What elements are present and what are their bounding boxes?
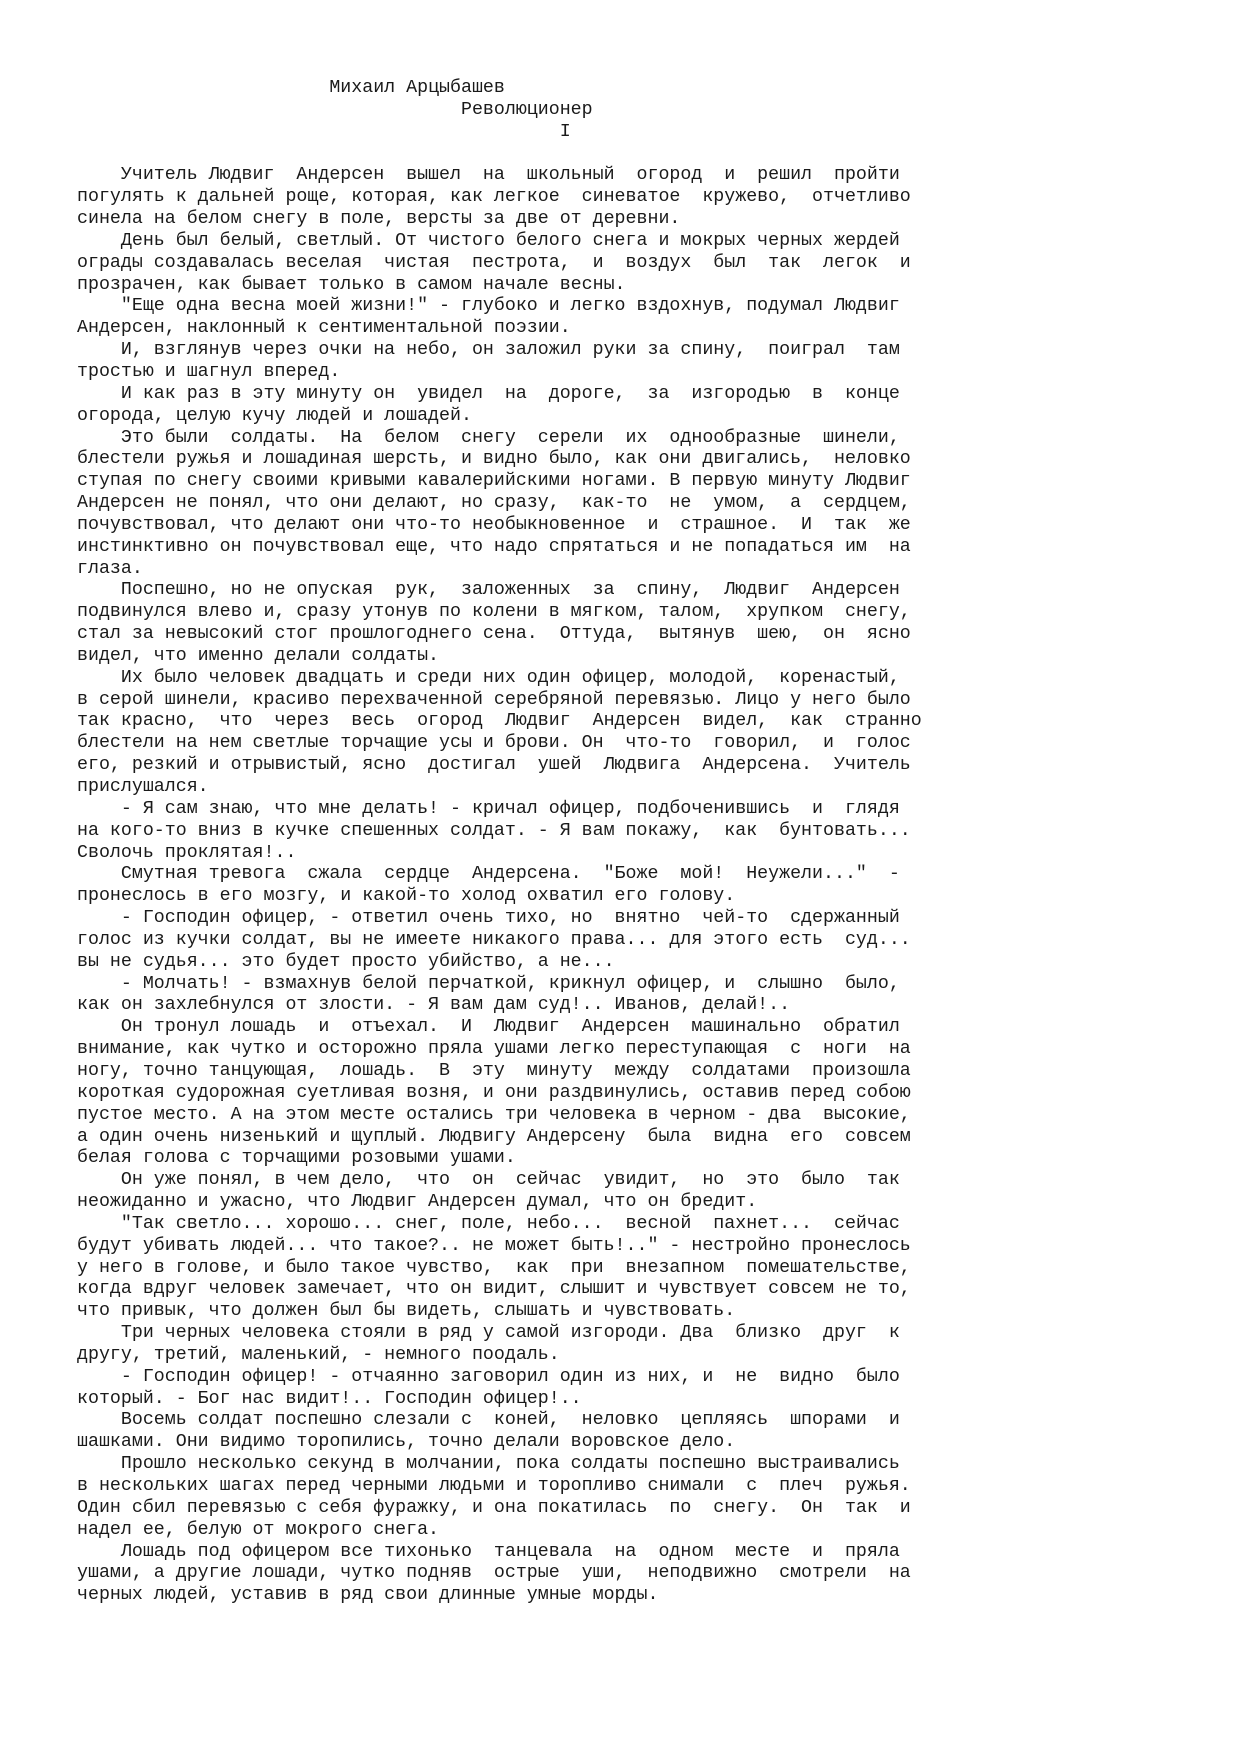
text-line: блестели ружья и лошадиная шерсть, и видно было, как они двигались, неловко — [77, 449, 911, 470]
text-line: пустое место. А на этом месте остались три человека в черном - два высокие, — [77, 1104, 911, 1125]
text-line: почувствовал, что делают они что-то необыкновенное и страшное. И так же — [77, 514, 911, 535]
author-name: Михаил Арцыбашев — [329, 78, 505, 98]
text-line: его, резкий и отрывистый, ясно достигал ушей Людвига Андерсена. Учитель — [77, 755, 911, 776]
document-title: Революционер — [460, 99, 593, 120]
text-line: Сволочь проклятая!.. — [77, 842, 297, 863]
text-line: подвинулся влево и, сразу утонув по колени в мягком, талом, хрупком снегу, — [77, 602, 911, 623]
text-line: на кого-то вниз в кучке спешенных солдат. - Я вам покажу, как бунтовать... — [77, 820, 911, 841]
text-line: шашками. Они видимо торопились, точно делали воровское дело. — [77, 1432, 736, 1453]
text-line: видел, что именно делали солдаты. — [77, 645, 440, 666]
text-line: Он уже понял, в чем дело, что он сейчас увидит, но это было так — [77, 1170, 900, 1191]
text-line: прозрачен, как бывает только в самом начале весны. — [77, 274, 626, 295]
text-line: Восемь солдат поспешно слезали с коней, неловко цепляясь шпорами и — [77, 1410, 900, 1431]
blank-line — [77, 144, 922, 166]
text-line: Три черных человека стояли в ряд у самой изгороди. Два близко друг к — [77, 1323, 900, 1344]
text-line: как он захлебнулся от злости. - Я вам дам суд!.. Иванов, делай!.. — [77, 995, 791, 1016]
text-line: - Я сам знаю, что мне делать! - кричал офицер, подбоченившись и глядя — [77, 798, 900, 819]
text-line: что привык, что должен был бы видеть, слышать и чувствовать. — [77, 1301, 736, 1322]
body-text — [77, 165, 922, 1607]
text-line: другу, третий, маленький, - немного поодаль. — [77, 1344, 560, 1365]
text-line: - Господин офицер! - отчаянно заговорил один из них, и не видно было — [77, 1366, 900, 1387]
text-line: Лошадь под офицером все тихонько танцевала на одном месте и пряла — [77, 1541, 900, 1562]
text-line: так красно, что через весь огород Людвиг Андерсен видел, как странно — [77, 711, 922, 732]
text-line: Их было человек двадцать и среди них один офицер, молодой, коренастый, — [77, 667, 900, 688]
text-line: короткая судорожная суетливая возня, и они раздвинулись, оставив перед собою — [77, 1082, 911, 1103]
text-line: тростью и шагнул вперед. — [77, 361, 341, 382]
text-line: Андерсен не понял, что они делают, но сразу, как-то не умом, а сердцем, — [77, 493, 911, 514]
text-line: стал за невысокий стог прошлогоднего сена. Оттуда, вытянув шею, он ясно — [77, 624, 911, 645]
text-line: в нескольких шагах перед черными людьми и торопливо снимали с плеч ружья. — [77, 1476, 911, 1496]
text-line: Учитель Людвиг Андерсен вышел на школьный огород и решил пройти — [77, 165, 900, 186]
text-line: ушами, а другие лошади, чутко подняв острые уши, неподвижно смотрели на — [77, 1563, 911, 1584]
text-line: Это были солдаты. На белом снегу серели их однообразные шинели, — [77, 427, 900, 448]
text-line: черных людей, уставив в ряд свои длинные умные морды. — [77, 1585, 659, 1606]
text-line: Андерсен, наклонный к сентиментальной поэзии. — [77, 318, 571, 339]
text-line: Он тронул лошадь и отъехал. И Людвиг Андерсен машинально обратил — [77, 1017, 900, 1038]
text-line: ногу, точно танцующая, лошадь. В эту минуту между солдатами произошла — [77, 1060, 911, 1081]
text-line: синела на белом снегу в поле, версты за две от деревни. — [77, 209, 681, 230]
text-line: ступая по снегу своими кривыми кавалерийскими ногами. В первую минуту Людвиг — [77, 471, 911, 492]
text-line: прислушался. — [77, 777, 209, 797]
text-line: внимание, как чутко и осторожно пряла ушами легко переступающая с ноги на — [77, 1039, 911, 1060]
text-line: который. - Бог нас видит!.. Господин офицер!.. — [77, 1388, 582, 1409]
text-line: пронеслось в его мозгу, и какой-то холод охватил его голову. — [77, 886, 736, 907]
text-line: "Еще одна весна моей жизни!" - глубоко и легко вздохнув, подумал Людвиг — [77, 296, 900, 317]
text-line: Прошло несколько секунд в молчании, пока солдаты поспешно выстраивались — [77, 1454, 900, 1475]
text-line: блестели на нем светлые торчащие усы и брови. Он что-то говорил, и голос — [77, 733, 911, 754]
text-line: надел ее, белую от мокрого снега. — [77, 1519, 440, 1540]
text-line: будут убивать людей... что такое?.. не может быть!.." - нестройно пронеслось — [77, 1235, 911, 1256]
document-body — [77, 78, 922, 1607]
text-line: огорода, целую кучу людей и лошадей. — [77, 405, 472, 426]
text-line: День был белый, светлый. От чистого белого снега и мокрых черных жердей — [77, 230, 900, 251]
text-line: ограды создавалась веселая чистая пестрота, и воздух был так легок и — [77, 252, 911, 273]
text-line: а один очень низенький и щуплый. Людвигу Андерсену была видна его совсем — [77, 1126, 911, 1147]
chapter-number: I — [559, 121, 571, 142]
text-line: вы не судья... это будет просто убийство, а не... — [77, 951, 615, 972]
text-line: - Молчать! - взмахнув белой перчаткой, крикнул офицер, и слышно было, — [77, 973, 900, 994]
text-line: инстинктивно он почувствовал еще, что надо спрятаться и не попадаться им на — [77, 536, 911, 557]
text-line: в серой шинели, красиво перехваченной серебряной перевязью. Лицо у него было — [77, 689, 911, 710]
text-line: когда вдруг человек замечает, что он видит, слышит и чувствует совсем не то, — [77, 1279, 911, 1300]
text-line: Смутная тревога сжала сердце Андерсена. "Боже мой! Неужели..." - — [77, 864, 900, 885]
text-line: "Так светло... хорошо... снег, поле, небо... весной пахнет... сейчас — [77, 1213, 900, 1234]
text-line: И как раз в эту минуту он увидел на дороге, за изгородью в конце — [77, 383, 900, 404]
text-line: погулять к дальней роще, которая, как легкое синеватое кружево, отчетливо — [77, 187, 911, 208]
author-line — [77, 78, 922, 100]
text-line: Один сбил перевязью с себя фуражку, и она покатилась по снегу. Он так и — [77, 1497, 911, 1518]
text-line: И, взглянув через очки на небо, он заложил руки за спину, поиграл там — [77, 340, 900, 361]
text-line: - Господин офицер, - ответил очень тихо, но внятно чей-то сдержанный — [77, 908, 900, 929]
text-line: Поспешно, но не опуская рук, заложенных за спину, Людвиг Андерсен — [77, 580, 900, 601]
text-line: голос из кучки солдат, вы не имеете никакого права... для этого есть суд... — [77, 929, 911, 950]
text-line: белая голова с торчащими розовыми ушами. — [77, 1148, 516, 1169]
chapter-line — [77, 122, 922, 144]
text-line: глаза. — [77, 558, 143, 579]
title-line — [77, 100, 922, 122]
text-line: у него в голове, и было такое чувство, как при внезапном помешательстве, — [77, 1257, 911, 1278]
text-line: неожиданно и ужасно, что Людвиг Андерсен думал, что он бредит. — [77, 1192, 758, 1213]
